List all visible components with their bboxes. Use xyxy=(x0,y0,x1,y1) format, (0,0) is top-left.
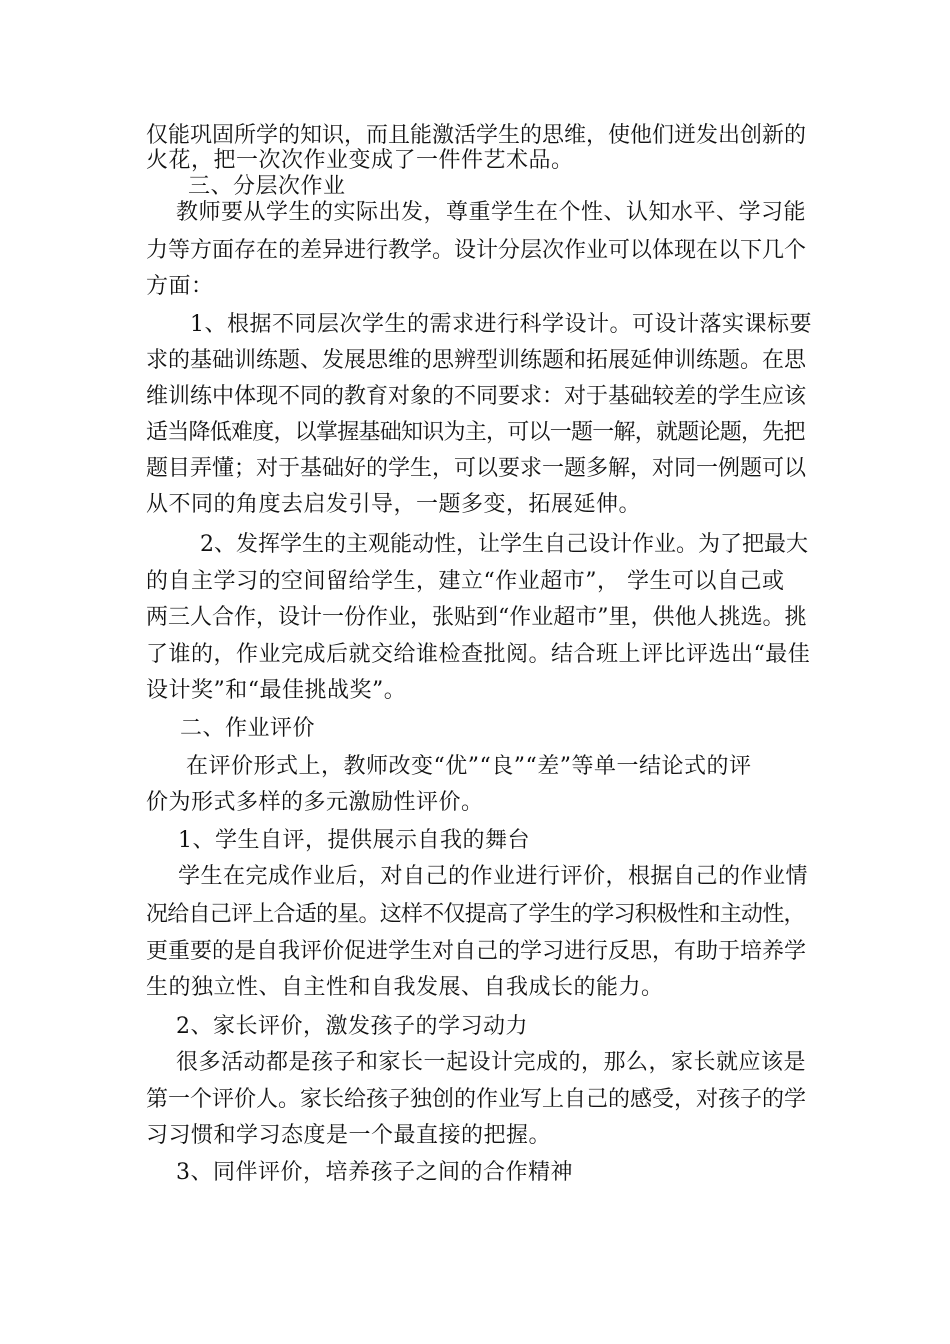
body-line: 习习惯和学习态度是一个最直接的把握。 xyxy=(146,1123,552,1148)
body-line: 从不同的角度去启发引导，一题多变，拓展延伸。 xyxy=(146,492,642,517)
body-line: 力等方面存在的差异进行教学。设计分层次作业可以体现在以下几个 xyxy=(146,238,807,263)
body-line: 仅能巩固所学的知识，而且能激活学生的思维，使他们迸发出创新的 xyxy=(146,123,807,148)
body-line: 2、发挥学生的主观能动性，让学生自己设计作业。为了把最大 xyxy=(200,532,808,557)
subsection-heading: 2、家长评价，激发孩子的学习动力 xyxy=(176,1014,528,1039)
section-heading: 三、分层次作业 xyxy=(188,174,346,199)
body-line: 1、根据不同层次学生的需求进行科学设计。可设计落实课标要 xyxy=(190,312,812,337)
body-line: 更重要的是自我评价促进学生对自己的学习进行反思，有助于培养学 xyxy=(146,939,807,964)
section-heading: 二、作业评价 xyxy=(180,716,316,741)
body-line: 在评价形式上，教师改变“优”“良”“差”等单一结论式的评 xyxy=(186,754,752,779)
body-line: 价为形式多样的多元激励性评价。 xyxy=(146,790,484,815)
subsection-heading: 1、学生自评，提供展示自我的舞台 xyxy=(178,828,530,853)
subsection-heading: 3、同伴评价，培养孩子之间的合作精神 xyxy=(176,1160,573,1185)
body-line: 很多活动都是孩子和家长一起设计完成的，那么，家长就应该是 xyxy=(176,1050,807,1075)
body-line: 况给自己评上合适的星。这样不仅提高了学生的学习积极性和主动性， xyxy=(146,902,805,927)
body-line: 方面： xyxy=(146,274,214,299)
body-line: 学生在完成作业后，对自己的作业进行评价，根据自己的作业情 xyxy=(178,864,809,889)
body-line: 题目弄懂；对于基础好的学生，可以要求一题多解，对同一例题可以 xyxy=(146,456,807,481)
body-line: 的自主学习的空间留给学生，建立“作业超市”， 学生可以自己或 xyxy=(146,569,785,594)
body-line: 求的基础训练题、发展思维的思辨型训练题和拓展延伸训练题。在思 xyxy=(146,348,807,373)
body-line: 两三人合作，设计一份作业，张贴到“作业超市”里，供他人挑选。挑 xyxy=(146,605,807,630)
body-line: 第一个评价人。家长给孩子独创的作业写上自己的感受，对孩子的学 xyxy=(146,1087,807,1112)
body-line: 设计奖”和“最佳挑战奖”。 xyxy=(146,678,407,703)
body-line: 了谁的，作业完成后就交给谁检查批阅。结合班上评比评选出“最佳 xyxy=(146,642,811,667)
body-line: 适当降低难度，以掌握基础知识为主，可以一题一解，就题论题，先把 xyxy=(146,420,805,445)
body-line: 维训练中体现不同的教育对象的不同要求：对于基础较差的学生应该 xyxy=(146,384,807,409)
body-line: 教师要从学生的实际出发，尊重学生在个性、认知水平、学习能 xyxy=(176,200,807,225)
body-line: 火花，把一次次作业变成了一件件艺术品。 xyxy=(146,148,574,173)
body-line: 生的独立性、自主性和自我发展、自我成长的能力。 xyxy=(146,975,664,1000)
